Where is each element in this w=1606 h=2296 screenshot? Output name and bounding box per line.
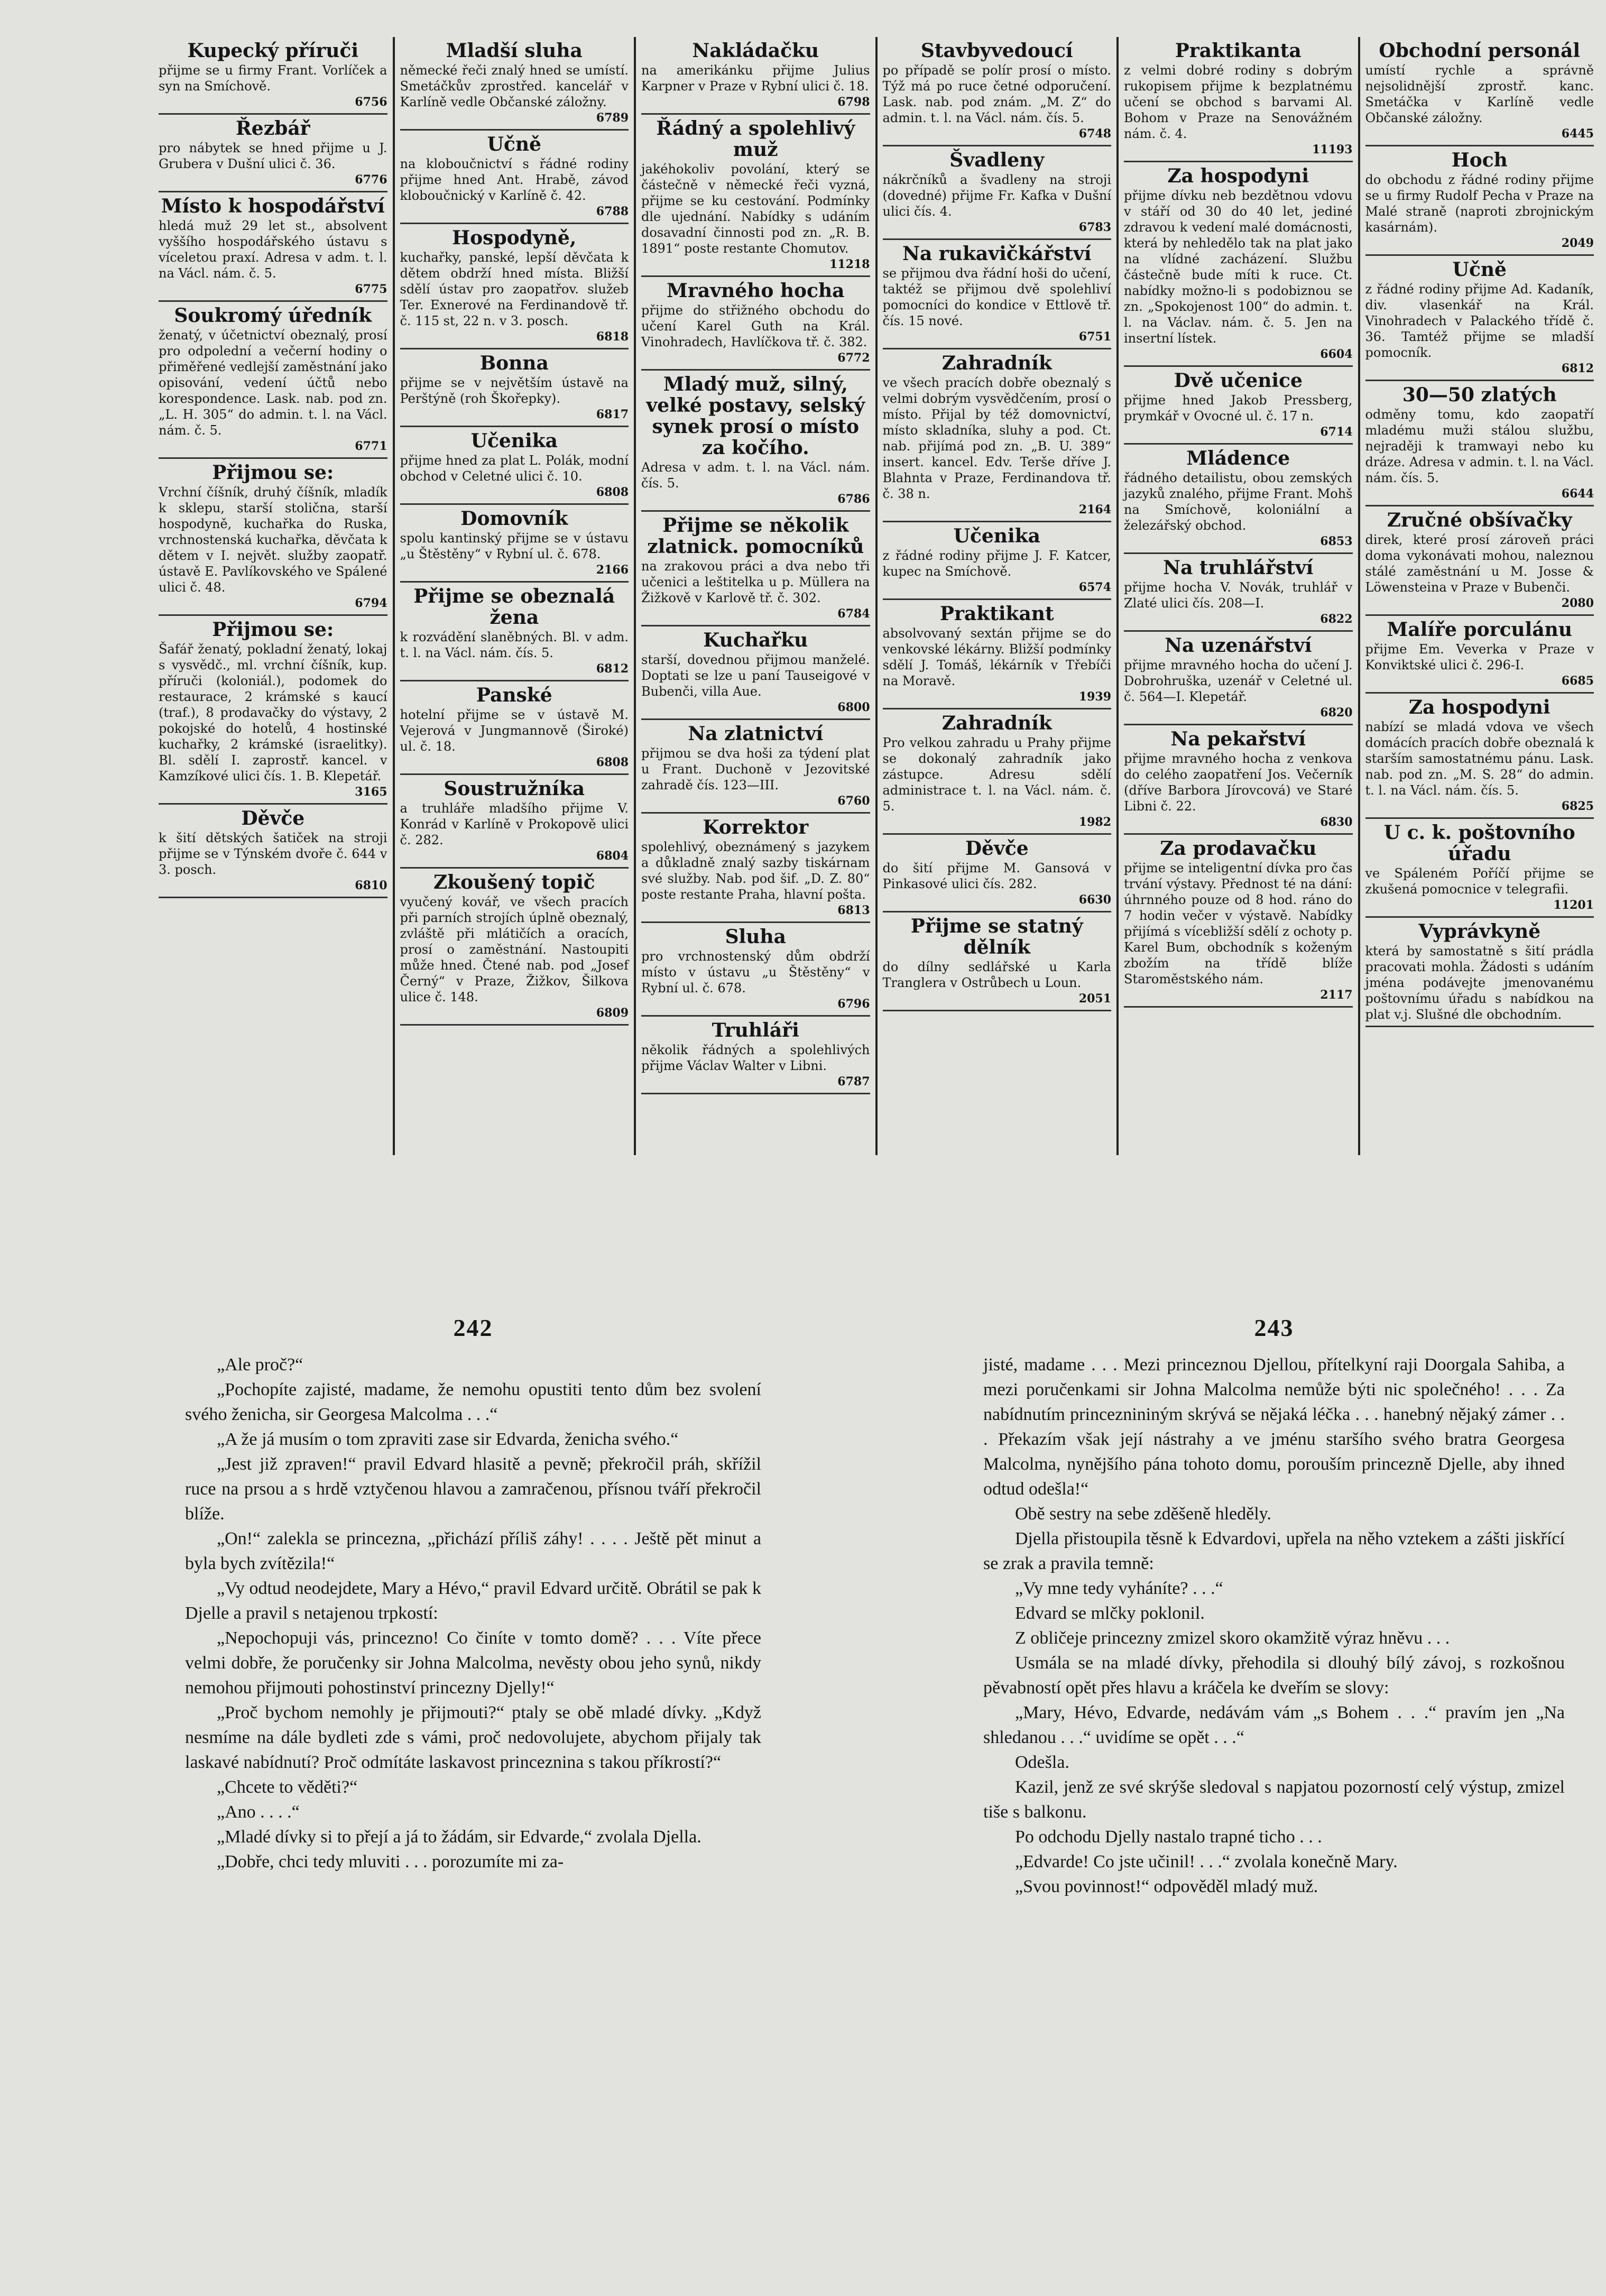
ad-number: 6772 bbox=[837, 351, 870, 365]
ad-item bbox=[159, 805, 387, 898]
ad-number: 6771 bbox=[355, 439, 387, 453]
ad-text: na kloboučnictví s řádné rodiny přijme hned Ant. Hrabě, závod kloboučnický v Karlíně č. 42. bbox=[400, 156, 629, 203]
ad-number: 6756 bbox=[355, 95, 387, 109]
paragraph: Usmála se na mladé dívky, přehodila si dlouhý bílý závoj, s rozkošnou pěvabností opět přes hlavu a kráčela ke dveřím se slovy: bbox=[983, 1653, 1565, 1698]
ad-text: přijme hned Jakob Pressberg, prymkář v Ovocné ul. č. 17 n. bbox=[1124, 393, 1353, 423]
ad-text: direk, které prosí zároveň práci doma vykonávati mohou, naleznou stálé zaměstnání u M. Josse & Löwensteina v Praze v Bubenči. bbox=[1365, 532, 1594, 595]
ad-text: k rozvádění slaněbných. Bl. v adm. t. l. na Václ. nám. čís. 5. bbox=[400, 630, 629, 660]
ad-title: Mladší sluha bbox=[446, 40, 583, 62]
ad-text: přijme do střižného obchodu do učení Karel Guth na Král. Vinohradech, Havlíčkova tř. č. 382. bbox=[641, 303, 870, 349]
ad-title: Děvče bbox=[965, 837, 1029, 860]
ad-number: 6800 bbox=[837, 700, 870, 714]
ad-number: 6445 bbox=[1561, 127, 1594, 141]
paragraph: „Mary, Hévo, Edvarde, nedávám vám „s Bohem . . .“ pravím jen „Na shledanou . . .“ uvidíme se opět . . .“ bbox=[983, 1703, 1565, 1747]
ad-item bbox=[883, 37, 1112, 146]
ad-text: přijme mravného hocha do učení J. Dobrohruška, uzenář v Celetné ul. č. 564—I. Klepetář. bbox=[1124, 658, 1353, 704]
ad-title: Domovník bbox=[460, 508, 568, 530]
ad-text: z řádné rodiny přijme Ad. Kadaník, div. vlasenkář na Král. Vinohradech v Palackého třídě č. 36. Tamtéž přijme se mladší pomocník. bbox=[1365, 282, 1594, 360]
ad-number: 2117 bbox=[1320, 988, 1353, 1002]
ad-title: Švadleny bbox=[949, 149, 1045, 171]
ad-title: Mladý muž, silný, velké postavy, selský synek prosí o místo za kočího. bbox=[646, 373, 865, 459]
ad-number: 6818 bbox=[596, 330, 629, 344]
ad-item bbox=[883, 709, 1112, 835]
ad-text: přijme dívku neb bezdětnou vdovu v stáří od 30 do 40 let, jediné zdravou k vedení malé domácnosti, která by nehledělo tak na plat jako na vlídné zacházení. Službu částečně bude míti k ruce. Ct. nabídky možno-li s podobiznou se zn. „Spokojenost 100“ do admin. t. l. na Václav. nám. č. 5. Jen na insertní lístek. bbox=[1124, 188, 1353, 346]
ad-title: Soustružníka bbox=[444, 778, 585, 800]
ad-item bbox=[1365, 918, 1594, 1027]
ad-text: německé řeči znalý hned se umístí. Smetáčkův zprostřed. kancelář v Karlíně vedle Občanské záložny. bbox=[400, 63, 629, 109]
paragraph: Odešla. bbox=[1015, 1753, 1069, 1772]
paragraph: Kazil, jenž ze své skrýše sledoval s napjatou pozorností celý výstup, zmizel tiše s balkonu. bbox=[983, 1777, 1565, 1822]
ad-number: 6808 bbox=[596, 485, 629, 499]
ad-number: 6813 bbox=[837, 903, 870, 917]
ad-title: Na pekařství bbox=[1170, 728, 1306, 750]
paragraph: „Ale proč?“ bbox=[217, 1355, 303, 1375]
ad-item bbox=[400, 131, 629, 224]
ad-text: přijmou se dva hoši za týdení plat u Frant. Duchoně v Jezovitské zahradě čís. 123—III. bbox=[641, 746, 870, 792]
paragraph: „On!“ zalekla se princezna, „přichází příliš záhy! . . . . Ještě pět minut a byla bych zvítězila!“ bbox=[185, 1529, 761, 1573]
ad-item bbox=[883, 835, 1112, 912]
ad-text: Šafář ženatý, pokladní ženatý, lokaj s vysvědč., ml. vrchní číšník, kup. příruči (koloniál.), podomek do restaurace, 2 krámské s kaucí (traf.), 8 prodavačky do výstavy, 2 pokojské do hotelů, 4 hostinské kuchařky, 2 krámské (israelitky). Bl. sdělí I. zaprostř. kancel. v Kamzíkové ulici čís. 1. B. Klepetář. bbox=[159, 642, 387, 783]
ad-text: přijme se inteligentní dívka pro čas trvání výstavy. Přednost té na dání: úhrnného pouze od 8 hod. ráno do 7 hodin večer v výstavě. Nabídky přijímá s vícebližší sdělí z ochoty p. Karel Bum, obchodník s koženým zbožím na třídě blíže Staroměstského nám. bbox=[1124, 861, 1353, 986]
ad-number: 6775 bbox=[355, 282, 387, 296]
ad-number: 6783 bbox=[1078, 220, 1111, 234]
ad-text: ve všech pracích dobře obeznalý s velmi dobrým vysvědčením, prosí o místo. Přijal by též domovnictví, místo skladníka, sluhy a pod. Ct. nab. přijímá pod zn. „B. U. 389“ insert. kancel. Edv. Terše dříve J. Blahnta v Praze, Ferdinandova tř. č. 38 n. bbox=[882, 375, 1111, 501]
ad-text: po případě se polír prosí o místo. Týž má po ruce četné odporučení. Lask. nab. pod znám. „M. Z“ do admin. t. l. na Václ. nám. čís. 5. bbox=[882, 63, 1111, 125]
ad-item bbox=[883, 600, 1112, 709]
ad-number: 6808 bbox=[596, 755, 629, 769]
ad-title: Učenika bbox=[953, 525, 1040, 547]
ad-title: Sluha bbox=[725, 926, 786, 948]
ad-item bbox=[1365, 506, 1594, 616]
ad-text: přijme se u firmy Frant. Vorlíček a syn na Smíchově. bbox=[159, 63, 387, 94]
ad-number: 6853 bbox=[1320, 534, 1353, 548]
ad-number: 6751 bbox=[1078, 330, 1111, 344]
ad-title: Na truhlářství bbox=[1163, 557, 1314, 579]
ad-text: starší, dovednou přijmou manželé. Doptati se lze u paní Tauseigové v Bubenči, villa Aue. bbox=[641, 652, 870, 699]
paragraph: „Svou povinnost!“ odpověděl mladý muž. bbox=[1015, 1877, 1318, 1896]
paragraph: „Dobře, chci tedy mluviti . . . porozumíte mi za- bbox=[217, 1852, 564, 1871]
ad-title: Praktikant bbox=[939, 603, 1054, 625]
ad-number: 6574 bbox=[1078, 580, 1111, 594]
ad-number: 6798 bbox=[837, 95, 870, 109]
ad-item bbox=[159, 616, 387, 805]
paragraph: Edvard se mlčky poklonil. bbox=[1015, 1603, 1205, 1623]
ad-item bbox=[400, 37, 629, 131]
ad-item bbox=[641, 115, 870, 277]
paragraph: „Edvarde! Co jste učinil! . . .“ zvolala konečně Mary. bbox=[1015, 1852, 1398, 1871]
ad-number: 11193 bbox=[1312, 143, 1353, 156]
ad-item bbox=[1124, 445, 1353, 554]
ad-text: jakéhokoliv povolání, který se částečně v německé řeči vyzná, přijme se ku cestování. Podmínky dle ujednání. Nabídky s udáním dosavadní činnosti pod zn. „R. B. 1891“ poste restante Chomutov. bbox=[641, 162, 870, 256]
ad-text: do obchodu z řádné rodiny přijme se u firmy Rudolf Pecha v Praze na Malé straně (naproti zbrojnickým kasárnám). bbox=[1365, 172, 1594, 235]
ad-text: z velmi dobré rodiny s dobrým rukopisem přijme k bezplatnému učení se obchod s barvami Al. Bohom v Praze na Senovážném nám. č. 4. bbox=[1124, 63, 1353, 141]
page-number-left: 242 bbox=[453, 1314, 493, 1341]
ad-text: kuchařky, panské, lepší děvčata k dětem obdrží hned místa. Bližší sdělí ústav pro zaopatřov. služeb Ter. Exnerové na Ferdinandově tř. č. 115 st, 22 n. v 3. posch. bbox=[400, 250, 629, 328]
ad-title: Vyprávkyně bbox=[1418, 920, 1541, 943]
ad-text: přijme hned za plat L. Polák, modní obchod v Celetné ulici č. 10. bbox=[400, 453, 629, 484]
ad-item bbox=[641, 37, 870, 115]
ad-item bbox=[400, 427, 629, 505]
ad-item bbox=[159, 302, 387, 459]
ad-title: Přijmou se: bbox=[212, 619, 334, 641]
ad-number: 1982 bbox=[1078, 815, 1111, 829]
paragraph: Z obličeje princezny zmizel skoro okamžitě výraz hněvu . . . bbox=[1015, 1628, 1450, 1648]
ad-title: Děvče bbox=[241, 807, 305, 829]
ad-title: Zkoušený topič bbox=[433, 871, 595, 893]
ad-title: Řádný a spolehlivý muž bbox=[656, 117, 855, 161]
ad-title: Učně bbox=[487, 133, 541, 155]
novel-page-left bbox=[185, 1314, 761, 1874]
ad-text: k šití dětských šatiček na stroji přijme se v Týnském dvoře č. 644 v 3. posch. bbox=[159, 831, 387, 877]
ad-item bbox=[641, 371, 870, 512]
ad-item bbox=[159, 115, 387, 192]
ad-number: 6812 bbox=[1561, 362, 1594, 375]
ad-text: a truhláře mladšího přijme V. Konrád v Karlíně v Prokopově ulici č. 282. bbox=[400, 801, 629, 847]
ad-text: přijme Em. Veverka v Praze v Konviktské ulici č. 296-I. bbox=[1365, 642, 1594, 672]
ad-text: do šití přijme M. Gansová v Pinkasové ulici čís. 282. bbox=[882, 861, 1111, 891]
ad-title: Přijme se několik zlatnick. pomocníků bbox=[647, 514, 864, 558]
ad-text: přijme hocha V. Novák, truhlář v Zlaté ulici čís. 208—I. bbox=[1124, 580, 1353, 611]
ad-item bbox=[641, 1017, 870, 1094]
ad-number: 2080 bbox=[1561, 596, 1594, 610]
ad-item bbox=[883, 240, 1112, 349]
ad-title: Obchodní personál bbox=[1379, 40, 1581, 62]
ad-text: do dílny sedlářské u Karla Tranglera v Ostrůbech u Loun. bbox=[882, 960, 1111, 990]
ad-text: umístí rychle a správně nejsolidnější zprostř. kanc. Smetáčka v Karlíně vedle Občanské záložny. bbox=[1365, 63, 1594, 125]
ad-title: Kupecký příruči bbox=[187, 40, 359, 62]
ad-number: 6788 bbox=[596, 205, 629, 218]
ad-text: se přijmou dva řádní hoši do učení, taktéž se přijmou dvě spolehliví pomocníci do kondice v Ettlově tř. čís. 15 nové. bbox=[882, 266, 1111, 328]
ad-text: několik řádných a spolehlivých přijme Václav Walter v Libni. bbox=[641, 1043, 870, 1073]
ad-title: Zručné obšívačky bbox=[1387, 509, 1572, 531]
ad-number: 6810 bbox=[355, 879, 387, 892]
ad-column bbox=[1360, 37, 1600, 1155]
ad-item bbox=[1124, 725, 1353, 835]
ad-item bbox=[1365, 37, 1594, 146]
paragraph: „Vy mne tedy vyháníte? . . .“ bbox=[1015, 1579, 1223, 1598]
ad-number: 2166 bbox=[596, 563, 629, 577]
paragraph: „A že já musím o tom zpraviti zase sir Edvarda, ženicha svého.“ bbox=[217, 1430, 679, 1449]
ad-number: 6604 bbox=[1320, 347, 1353, 361]
ad-title: Za prodavačku bbox=[1160, 837, 1317, 860]
ad-item bbox=[400, 681, 629, 775]
ad-number: 6784 bbox=[837, 607, 870, 621]
ad-item bbox=[400, 583, 629, 681]
paragraph: „Nepochopuji vás, princezno! Co činíte v tomto domě? . . . Víte přece velmi dobře, že poručenky sir Johna Malcolma, nevěsty obou jeho synů, nikdy nemohou přijmouti pohostinství princezny Djelly!“ bbox=[185, 1628, 761, 1698]
ad-item bbox=[641, 512, 870, 626]
ad-title: Místo k hospodářství bbox=[161, 195, 385, 217]
ad-text: na amerikánku přijme Julius Karpner v Praze v Rybní ulici č. 18. bbox=[641, 63, 870, 94]
ad-text: ženatý, v účetnictví obeznalý, prosí pro odpolední a večerní hodiny o přiměřené vedlejší zaměstnání jako opisování, vedení účtů nebo korespondence. Lask. nab. pod zn. „L. H. 305“ do admin. t. l. na Václ. nám. č. 5. bbox=[159, 328, 387, 438]
ad-item bbox=[1124, 835, 1353, 1008]
ad-number: 6809 bbox=[596, 1006, 629, 1020]
ad-item bbox=[1124, 554, 1353, 632]
ad-title: Řezbář bbox=[235, 117, 310, 140]
paragraph: „Pochopíte zajisté, madame, že nemohu opustiti tento dům bez svolení svého ženicha, sir Georgesa Malcolma . . .“ bbox=[185, 1380, 761, 1424]
ad-text: hledá muž 29 let st., absolvent vyššího hospodářského ústavu s víceletou praxí. Adresa v adm. t. l. na Václ. nám. č. 5. bbox=[159, 218, 387, 281]
ad-column bbox=[1119, 37, 1360, 1155]
ad-text: nabízí se mladá vdova ve všech domácích pracích dobře obeznalá k starším samostatnému pánu. Lask. nab. pod zn. „M. S. 28“ do admin. t. l. na Václ. nám. čís. 5. bbox=[1365, 720, 1594, 798]
ad-title: Učně bbox=[1452, 259, 1507, 281]
ad-text: která by samostatně s šití prádla pracovati mohla. Žádosti s udáním jména podávejte jmenovanému poštovnímu úřadu s nabídkou na plat v.j. Slušné dle obchodním. bbox=[1365, 944, 1594, 1022]
novel-page-right bbox=[983, 1314, 1565, 1899]
ad-item bbox=[1124, 632, 1353, 725]
ad-number: 6794 bbox=[355, 596, 387, 610]
ad-title: Korrektor bbox=[703, 816, 809, 838]
ad-title: Za hospodyni bbox=[1408, 696, 1550, 718]
ad-text: Vrchní číšník, druhý číšník, mladík k sklepu, starší stolična, starší hospodyně, kuchařka do Ruska, vrchnostenská kuchařka, děvčata k dětem v I. největ. služby zaopatř. ústavě E. Pavlíkovského ve Spálené ulici č. 48. bbox=[159, 485, 387, 595]
ad-item bbox=[883, 522, 1112, 600]
ad-text: spolu kantinský přijme se v ústavu „u Štěstěny“ v Rybní ul. č. 678. bbox=[400, 531, 629, 561]
paragraph: Po odchodu Djelly nastalo trapné ticho . . . bbox=[1015, 1827, 1322, 1847]
ad-title: Dvě učenice bbox=[1174, 370, 1303, 392]
ad-item bbox=[883, 349, 1112, 522]
ad-number: 6760 bbox=[837, 794, 870, 808]
ad-title: Panské bbox=[476, 684, 552, 706]
ad-item bbox=[1124, 37, 1353, 162]
ad-number: 6820 bbox=[1320, 706, 1353, 720]
ad-item bbox=[641, 626, 870, 720]
ad-number: 6804 bbox=[596, 849, 629, 863]
ad-column bbox=[395, 37, 636, 1155]
ad-title: Na zlatnictví bbox=[688, 723, 824, 745]
paragraph: jisté, madame . . . Mezi princeznou Djellou, přítelkyní raji Doorgala Sahiba, a mezi poručenkami sir Johna Malcolma nemůže býti nic společného! . . . Za nabídnutím princeznininým skrývá se nějaká léčka . . . hanebný nějaký zámer . . . Překazím však její nástrahy a ve jménu staršího svého bratra Georgesa Malcolma, nynějšího pána tohoto domu, porouším princezně Djelle, aby ihned odtud odešla!“ bbox=[983, 1355, 1565, 1499]
ad-number: 2051 bbox=[1078, 992, 1111, 1006]
ad-item bbox=[400, 505, 629, 583]
ad-item bbox=[883, 912, 1112, 1011]
ad-title: Malíře porculánu bbox=[1387, 619, 1573, 641]
ad-item bbox=[400, 349, 629, 427]
ad-text: řádného detailistu, obou zemských jazyků znalého, přijme Frant. Mohš na Smíchově, koloniální a železářský obchod. bbox=[1124, 471, 1353, 533]
ad-number: 6812 bbox=[596, 662, 629, 676]
page-text-left bbox=[185, 1352, 761, 1874]
ad-item bbox=[1365, 146, 1594, 256]
ad-title: Na uzenářství bbox=[1165, 634, 1312, 657]
ad-item bbox=[641, 720, 870, 814]
ad-number: 1939 bbox=[1078, 690, 1111, 704]
ad-title: 30—50 zlatých bbox=[1402, 384, 1557, 406]
ad-title: U c. k. poštovního úřadu bbox=[1383, 822, 1575, 865]
ad-number: 6685 bbox=[1561, 674, 1594, 688]
ad-title: Přijme se obeznalá žena bbox=[413, 585, 615, 629]
ad-title: Truhláři bbox=[712, 1019, 799, 1041]
ad-number: 6817 bbox=[596, 408, 629, 421]
ad-item bbox=[641, 923, 870, 1017]
ad-item bbox=[400, 224, 629, 349]
ad-number: 6748 bbox=[1078, 127, 1111, 141]
ad-title: Na rukavičkářství bbox=[902, 243, 1092, 265]
ad-number: 6825 bbox=[1561, 799, 1594, 813]
ad-text: na zrakovou práci a dva nebo tři učenici a leštitelka u p. Müllera na Žižkově v Karlově tř. č. 302. bbox=[641, 559, 870, 605]
ad-number: 6786 bbox=[837, 492, 870, 506]
ad-item bbox=[1365, 381, 1594, 506]
ad-text: pro vrchnostenský dům obdrží místo v ústavu „u Štěstěny“ v Rybní ul. č. 678. bbox=[641, 949, 870, 995]
paragraph: „Mladé dívky si to přejí a já to žádám, sir Edvarde,“ zvolala Djella. bbox=[217, 1827, 702, 1847]
ad-item bbox=[400, 775, 629, 869]
ad-number: 3165 bbox=[355, 785, 387, 799]
ad-column bbox=[636, 37, 878, 1155]
ad-item bbox=[159, 192, 387, 302]
paragraph: „Vy odtud neodejdete, Mary a Hévo,“ pravil Edvard určitě. Obrátil se pak k Djelle a pravil s netajenou trpkostí: bbox=[185, 1579, 761, 1623]
ad-item bbox=[1365, 256, 1594, 381]
ad-column bbox=[878, 37, 1119, 1155]
ad-number: 2164 bbox=[1078, 503, 1111, 517]
paragraph: „Jest již zpraven!“ pravil Edvard hlasitě a pevně; překročil práh, skřížil ruce na prsou a s hrdě vztyčenou hlavou a zamračenou, přísnou tváří překročil blíže. bbox=[185, 1454, 761, 1524]
ad-item bbox=[1124, 367, 1353, 445]
ad-text: odměny tomu, kdo zaopatří mladému muži stálou službu, nejraději k tramwayi nebo ku dráze. Adresa v admin. t. l. na Václ. nám. čís. 5. bbox=[1365, 407, 1594, 485]
ad-number: 11201 bbox=[1553, 898, 1594, 912]
classified-ads-section bbox=[153, 37, 1599, 1155]
ad-number: 6776 bbox=[355, 173, 387, 187]
page-text-right bbox=[983, 1352, 1565, 1899]
paragraph: „Chcete to věděti?“ bbox=[217, 1777, 358, 1797]
ad-text: nákrčníků a švadleny na stroji (dovedné) přijme Fr. Kafka v Dušní ulici čís. 4. bbox=[882, 172, 1111, 219]
ad-title: Zahradník bbox=[942, 712, 1052, 734]
ad-number: 6796 bbox=[837, 997, 870, 1011]
ad-title: Bonna bbox=[479, 352, 549, 374]
paragraph: „Proč bychom nemohly je přijmouti?“ ptaly se obě mladé dívky. „Když nesmíme na dále bydleti zde s vámi, proč nedovolujete, abychom přijaly tak laskavé nabídnutí? Proč odmítáte laskavost princeznina s takou příkrostí?“ bbox=[185, 1703, 761, 1772]
ad-item bbox=[159, 37, 387, 115]
ad-text: absolvovaný sextán přijme se do venkovské lékárny. Bližší podmínky sdělí J. Tomáš, lékárník v Třebíči na Moravě. bbox=[882, 626, 1111, 688]
ad-text: z řádné rodiny přijme J. F. Katcer, kupec na Smíchově. bbox=[882, 548, 1111, 579]
ad-title: Hoch bbox=[1451, 149, 1508, 171]
ad-number: 2049 bbox=[1561, 236, 1594, 250]
ad-number: 6630 bbox=[1078, 893, 1111, 907]
paragraph: Djella přistoupila těsně k Edvardovi, upřela na něho vztekem a zášti jiskřící se zrak a pravila temně: bbox=[983, 1529, 1565, 1573]
ad-title: Učenika bbox=[470, 430, 558, 452]
ad-item bbox=[641, 814, 870, 923]
ad-number: 6787 bbox=[837, 1075, 870, 1089]
ad-text: spolehlivý, obeznámený s jazykem a důkladně znalý sazby tiskárnam své služby. Nab. pod šif. „D. Z. 80“ poste restante Praha, hlavní pošta. bbox=[641, 840, 870, 902]
ad-item bbox=[1365, 616, 1594, 694]
ad-text: přijme mravného hocha z venkova do celého zaopatření Jos. Večerník (dříve Barbora Jírovcová) ve Staré Libni č. 22. bbox=[1124, 751, 1353, 814]
ad-text: přijme se v největším ústavě na Perštýně (roh Škořepky). bbox=[400, 375, 629, 406]
ad-title: Praktikanta bbox=[1175, 40, 1302, 62]
ad-number: 11218 bbox=[829, 257, 870, 271]
ad-title: Kuchařku bbox=[703, 629, 808, 651]
ad-column bbox=[153, 37, 395, 1155]
ad-text: Adresa v adm. t. l. na Václ. nám. čís. 5. bbox=[641, 460, 870, 491]
ad-item bbox=[1365, 819, 1594, 918]
ad-title: Mládence bbox=[1186, 447, 1290, 469]
ad-item bbox=[159, 459, 387, 616]
ad-number: 6644 bbox=[1561, 487, 1594, 501]
ad-title: Přijmou se: bbox=[212, 462, 334, 484]
ad-title: Hospodyně, bbox=[452, 227, 577, 249]
ad-text: vyučený kovář, ve všech pracích při parních strojích úplně obeznalý, zvláště při mlátičích a oracích, prosí o zaměstnání. Nastoupiti může hned. Čtené nab. pod „Josef Černý“ v Praze, Žižkov, Šilkova ulice č. 148. bbox=[400, 895, 629, 1004]
ad-title: Zahradník bbox=[942, 352, 1052, 374]
page-number-right: 243 bbox=[1254, 1314, 1294, 1341]
ad-text: hotelní přijme se v ústavě M. Vejerová v Jungmannově (Široké) ul. č. 18. bbox=[400, 707, 629, 754]
ad-title: Mravného hocha bbox=[667, 280, 845, 302]
paragraph: Obě sestry na sebe zděšeně hleděly. bbox=[1015, 1504, 1271, 1524]
ad-item bbox=[1124, 162, 1353, 367]
ad-number: 6822 bbox=[1320, 612, 1353, 626]
ad-title: Za hospodyni bbox=[1167, 165, 1309, 187]
ad-text: pro nábytek se hned přijme u J. Grubera v Dušní ulici č. 36. bbox=[159, 141, 387, 171]
ad-title: Soukromý úředník bbox=[174, 305, 372, 327]
ad-text: ve Spáleném Poříčí přijme se zkušená pomocnice v telegrafii. bbox=[1365, 866, 1594, 897]
ad-number: 6789 bbox=[596, 111, 629, 125]
ad-item bbox=[883, 146, 1112, 240]
ad-title: Nakládačku bbox=[692, 40, 819, 62]
ad-number: 6830 bbox=[1320, 815, 1353, 829]
ad-item bbox=[1365, 694, 1594, 819]
ad-item bbox=[641, 277, 870, 371]
ad-title: Stavbyvedoucí bbox=[920, 40, 1073, 62]
paragraph: „Ano . . . .“ bbox=[217, 1802, 300, 1822]
ad-text: Pro velkou zahradu u Prahy přijme se dokonalý zahradník jako zástupce. Adresu sdělí administrace t. l. na Václ. nám. č. 5. bbox=[882, 735, 1111, 814]
ad-number: 6714 bbox=[1320, 425, 1353, 439]
ad-title: Přijme se statný dělník bbox=[910, 915, 1083, 958]
ad-item bbox=[400, 869, 629, 1026]
